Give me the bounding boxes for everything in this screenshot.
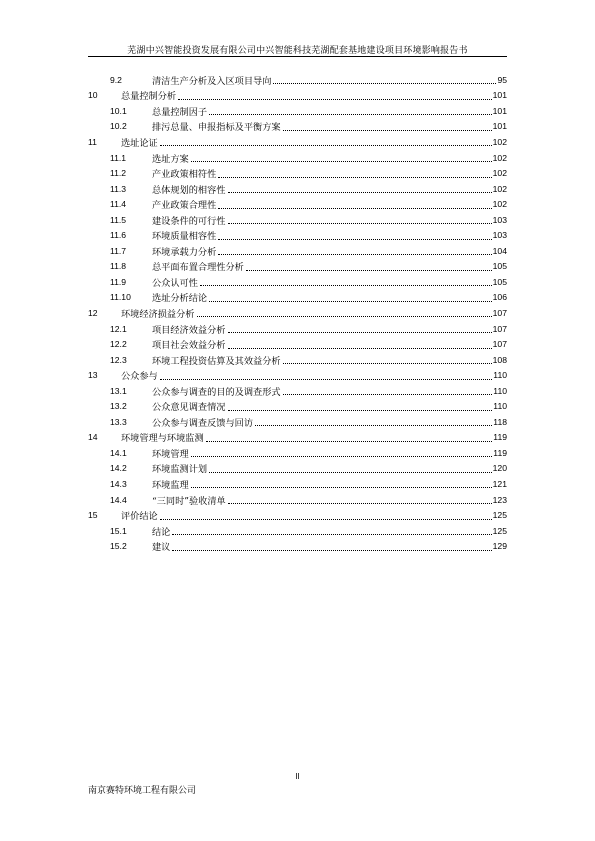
toc-entry[interactable] bbox=[88, 88, 507, 104]
toc-dot-leader bbox=[206, 441, 493, 442]
toc-dot-leader bbox=[228, 503, 492, 504]
toc-entry-title: 总量控制因子 bbox=[152, 106, 208, 118]
toc-entry-number: 12 bbox=[88, 307, 98, 318]
toc-dot-leader bbox=[218, 239, 491, 240]
toc-dot-leader bbox=[246, 270, 492, 271]
toc-entry-page: 107 bbox=[492, 307, 507, 318]
toc-entry-page: 105 bbox=[492, 261, 507, 272]
toc-entry[interactable] bbox=[88, 538, 507, 554]
toc-entry-page: 119 bbox=[493, 432, 507, 443]
toc-dot-leader bbox=[283, 394, 493, 395]
toc-entry-title: 环境承载力分析 bbox=[152, 246, 217, 258]
toc-dot-leader bbox=[218, 177, 491, 178]
toc-entry-number: 11.3 bbox=[110, 183, 127, 194]
toc-dot-leader bbox=[255, 425, 492, 426]
toc-dot-leader bbox=[228, 348, 492, 349]
toc-entry-page: 104 bbox=[492, 245, 507, 256]
toc-entry-number: 13.1 bbox=[110, 385, 127, 396]
toc-entry-page: 101 bbox=[492, 90, 507, 101]
toc-dot-leader bbox=[172, 550, 491, 551]
toc-entry-number: 12.2 bbox=[110, 339, 127, 350]
toc-entry-title: 环境管理与环境监测 bbox=[121, 433, 204, 445]
toc-entry-page: 101 bbox=[492, 121, 507, 132]
toc-entry-title: 总平面布置合理性分析 bbox=[152, 262, 244, 274]
toc-entry-number: 11.5 bbox=[110, 214, 127, 225]
toc-entry-number: 14.1 bbox=[110, 447, 127, 458]
toc-entry-number: 11.1 bbox=[110, 152, 127, 163]
toc-entry-title: 评价结论 bbox=[121, 511, 158, 523]
toc-entry-title: 排污总量、申报指标及平衡方案 bbox=[152, 122, 281, 134]
toc-entry-title: 选址方案 bbox=[152, 153, 189, 165]
header-rule bbox=[88, 56, 507, 57]
toc-entry[interactable] bbox=[88, 336, 507, 352]
toc-entry-page: 102 bbox=[492, 183, 507, 194]
toc-entry-title: 公众认可性 bbox=[152, 277, 198, 289]
toc-entry[interactable] bbox=[88, 383, 507, 399]
toc-entry-number: 13.2 bbox=[110, 401, 127, 412]
toc-entry[interactable] bbox=[88, 290, 507, 306]
toc-entry-title: 公众参与调查反馈与回访 bbox=[152, 417, 254, 429]
toc-entry-page: 110 bbox=[493, 401, 507, 412]
toc-entry[interactable] bbox=[88, 165, 507, 181]
toc-entry-title: 产业政策合理性 bbox=[152, 200, 217, 212]
toc-entry-title: 选址论证 bbox=[121, 137, 158, 149]
toc-entry-number: 15.2 bbox=[110, 541, 127, 552]
toc-entry[interactable] bbox=[88, 119, 507, 135]
toc-entry-page: 120 bbox=[492, 463, 507, 474]
toc-entry-title: 总量控制分析 bbox=[121, 91, 177, 103]
toc-entry-number: 10.1 bbox=[110, 105, 127, 116]
toc-dot-leader bbox=[200, 285, 492, 286]
toc-entry-page: 102 bbox=[492, 199, 507, 210]
toc-entry[interactable] bbox=[88, 352, 507, 368]
toc-entry-number: 15.1 bbox=[110, 525, 127, 536]
toc-dot-leader bbox=[209, 114, 492, 115]
toc-entry-number: 11.8 bbox=[110, 261, 127, 272]
toc-entry-title: 总体规划的相容性 bbox=[152, 184, 226, 196]
toc-dot-leader bbox=[172, 534, 491, 535]
toc-dot-leader bbox=[178, 99, 492, 100]
toc-entry-page: 103 bbox=[492, 214, 507, 225]
toc-entry[interactable] bbox=[88, 274, 507, 290]
toc-dot-leader bbox=[160, 519, 492, 520]
toc-entry-number: 9.2 bbox=[110, 74, 122, 85]
toc-dot-leader bbox=[160, 145, 492, 146]
toc-entry-number: 11.9 bbox=[110, 276, 127, 287]
toc-entry-number: 10.2 bbox=[110, 121, 127, 132]
toc-entry-title: 建议 bbox=[152, 542, 171, 554]
toc-entry-title: 项目经济效益分析 bbox=[152, 324, 226, 336]
toc-entry-page: 107 bbox=[492, 339, 507, 350]
toc-entry-page: 119 bbox=[493, 447, 507, 458]
toc-dot-leader bbox=[209, 472, 492, 473]
toc-dot-leader bbox=[228, 192, 492, 193]
table-of-contents bbox=[88, 72, 507, 554]
toc-entry-number: 11 bbox=[88, 136, 97, 147]
toc-entry[interactable] bbox=[88, 227, 507, 243]
toc-entry-title: 环境监测计划 bbox=[152, 464, 208, 476]
toc-dot-leader bbox=[191, 161, 492, 162]
toc-dot-leader bbox=[283, 363, 492, 364]
toc-entry[interactable] bbox=[88, 476, 507, 492]
toc-entry-page: 95 bbox=[497, 74, 507, 85]
toc-entry[interactable] bbox=[88, 398, 507, 414]
toc-entry[interactable] bbox=[88, 103, 507, 119]
toc-entry-number: 13 bbox=[88, 370, 98, 381]
toc-entry-number: 12.1 bbox=[110, 323, 127, 334]
toc-entry-number: 11.10 bbox=[110, 292, 131, 303]
toc-entry-title: 项目社会效益分析 bbox=[152, 340, 226, 352]
toc-entry-page: 125 bbox=[492, 525, 507, 536]
running-header: 芜湖中兴智能投资发展有限公司中兴智能科技芜湖配套基地建设项目环境影响报告书 bbox=[127, 46, 468, 56]
toc-entry[interactable] bbox=[88, 430, 507, 446]
toc-entry[interactable] bbox=[88, 72, 507, 88]
toc-dot-leader bbox=[218, 208, 491, 209]
toc-entry-number: 11.7 bbox=[110, 245, 127, 256]
toc-entry-title: 公众参与调查的目的及调查形式 bbox=[152, 386, 281, 398]
toc-dot-leader bbox=[191, 487, 492, 488]
toc-dot-leader bbox=[228, 223, 492, 224]
toc-entry[interactable] bbox=[88, 243, 507, 259]
toc-entry[interactable] bbox=[88, 150, 507, 166]
toc-entry[interactable] bbox=[88, 507, 507, 523]
toc-entry[interactable] bbox=[88, 492, 507, 508]
toc-entry-page: 105 bbox=[492, 276, 507, 287]
toc-entry-number: 14.2 bbox=[110, 463, 127, 474]
toc-entry-page: 107 bbox=[492, 323, 507, 334]
footer-company: 南京赛特环境工程有限公司 bbox=[88, 786, 197, 796]
toc-entry-page: 125 bbox=[492, 510, 507, 521]
toc-entry[interactable] bbox=[88, 212, 507, 228]
toc-entry[interactable] bbox=[88, 367, 507, 383]
toc-entry[interactable] bbox=[88, 134, 507, 150]
toc-entry-page: 101 bbox=[492, 105, 507, 116]
toc-dot-leader bbox=[283, 130, 492, 131]
toc-entry-title: 公众意见调查情况 bbox=[152, 402, 226, 414]
toc-entry-page: 102 bbox=[492, 152, 507, 163]
toc-entry[interactable] bbox=[88, 414, 507, 430]
toc-entry[interactable] bbox=[88, 259, 507, 275]
toc-entry[interactable] bbox=[88, 523, 507, 539]
toc-entry-title: 环境质量相容性 bbox=[152, 231, 217, 243]
page-number: II bbox=[295, 772, 300, 781]
toc-entry-title: 公众参与 bbox=[121, 371, 158, 383]
toc-entry-number: 14 bbox=[88, 432, 98, 443]
toc-dot-leader bbox=[160, 379, 493, 380]
toc-entry-number: 11.6 bbox=[110, 230, 127, 241]
toc-entry-page: 121 bbox=[492, 478, 507, 489]
toc-entry-page: 108 bbox=[492, 354, 507, 365]
toc-entry-number: 13.3 bbox=[110, 416, 127, 427]
toc-entry[interactable] bbox=[88, 196, 507, 212]
toc-entry-page: 102 bbox=[492, 168, 507, 179]
toc-entry-page: 103 bbox=[492, 230, 507, 241]
toc-entry-title: “三同时”验收清单 bbox=[152, 495, 226, 507]
toc-dot-leader bbox=[228, 410, 493, 411]
toc-entry-title: 选址分析结论 bbox=[152, 293, 208, 305]
toc-entry-number: 15 bbox=[88, 510, 98, 521]
toc-entry-number: 11.2 bbox=[110, 168, 127, 179]
toc-entry-page: 118 bbox=[493, 416, 507, 427]
toc-entry[interactable] bbox=[88, 461, 507, 477]
toc-entry-title: 产业政策相符性 bbox=[152, 169, 217, 181]
toc-dot-leader bbox=[218, 254, 491, 255]
toc-entry[interactable] bbox=[88, 305, 507, 321]
toc-entry-number: 11.4 bbox=[110, 199, 127, 210]
toc-entry[interactable] bbox=[88, 445, 507, 461]
toc-dot-leader bbox=[228, 332, 492, 333]
toc-entry-title: 建设条件的可行性 bbox=[152, 215, 226, 227]
toc-entry-page: 110 bbox=[493, 385, 507, 396]
toc-entry-number: 10 bbox=[88, 90, 98, 101]
toc-dot-leader bbox=[197, 316, 492, 317]
toc-entry-number: 12.3 bbox=[110, 354, 127, 365]
toc-entry[interactable] bbox=[88, 321, 507, 337]
toc-dot-leader bbox=[273, 83, 496, 84]
toc-entry-title: 环境经济损益分析 bbox=[121, 308, 195, 320]
toc-entry-title: 环境监理 bbox=[152, 479, 189, 491]
toc-entry-title: 清洁生产分析及入区项目导向 bbox=[152, 75, 272, 87]
toc-entry-number: 14.4 bbox=[110, 494, 127, 505]
toc-entry-title: 环境工程投资估算及其效益分析 bbox=[152, 355, 281, 367]
toc-entry-page: 123 bbox=[492, 494, 507, 505]
toc-entry-page: 129 bbox=[492, 541, 507, 552]
toc-entry-page: 106 bbox=[492, 292, 507, 303]
toc-entry[interactable] bbox=[88, 181, 507, 197]
toc-dot-leader bbox=[191, 456, 493, 457]
toc-entry-page: 102 bbox=[492, 136, 507, 147]
toc-dot-leader bbox=[209, 301, 492, 302]
toc-entry-page: 110 bbox=[493, 370, 507, 381]
toc-entry-title: 结论 bbox=[152, 526, 171, 538]
toc-entry-title: 环境管理 bbox=[152, 448, 189, 460]
toc-entry-number: 14.3 bbox=[110, 478, 127, 489]
